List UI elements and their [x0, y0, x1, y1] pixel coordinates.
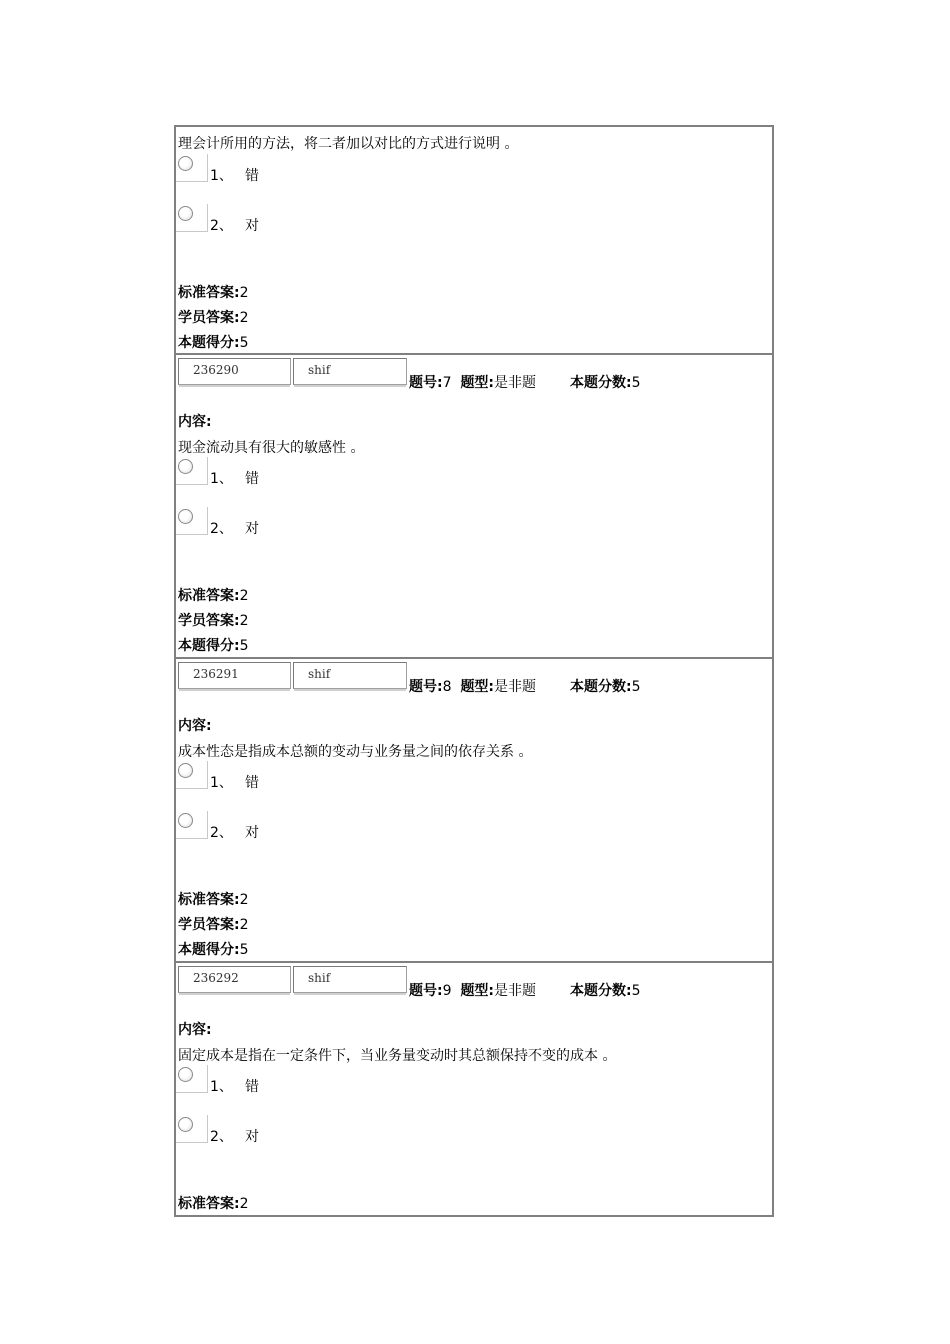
student-answer: 学员答案:2	[178, 917, 249, 933]
question-score-earned: 本题得分:5	[178, 942, 249, 958]
option-label: 错	[245, 168, 259, 184]
option-number: 1、	[210, 775, 233, 791]
question-block-9	[176, 963, 772, 1215]
question-id-field: 236292	[178, 966, 291, 993]
question-code-field: shif	[293, 662, 407, 689]
option-number: 1、	[210, 1079, 233, 1095]
option-number: 2、	[210, 825, 233, 841]
option-label: 错	[245, 775, 259, 791]
question-id-field: 236291	[178, 662, 291, 689]
content-label: 内容:	[178, 718, 212, 734]
option-label: 错	[245, 1079, 259, 1095]
option-2-radio[interactable]	[176, 1115, 208, 1143]
option-1-radio[interactable]	[176, 457, 208, 485]
question-header: 题号:8 题型:是非题 本题分数:5	[409, 679, 641, 695]
question-content: 现金流动具有很大的敏感性 。	[178, 440, 365, 456]
question-code-field: shif	[293, 358, 407, 385]
question-score-earned: 本题得分:5	[178, 638, 249, 654]
question-block-8	[176, 659, 772, 963]
question-content: 固定成本是指在一定条件下，当业务量变动时其总额保持不变的成本 。	[178, 1048, 617, 1064]
option-number: 1、	[210, 168, 233, 184]
option-label: 对	[245, 521, 259, 537]
question-block-7	[176, 355, 772, 659]
option-2-radio[interactable]	[176, 507, 208, 535]
radio-icon[interactable]	[178, 763, 193, 778]
exam-frame	[174, 125, 774, 1217]
option-number: 2、	[210, 521, 233, 537]
content-label: 内容:	[178, 1022, 212, 1038]
standard-answer: 标准答案:2	[178, 892, 249, 908]
option-1-radio[interactable]	[176, 761, 208, 789]
standard-answer: 标准答案:2	[178, 285, 249, 301]
option-number: 1、	[210, 471, 233, 487]
question-content: 成本性态是指成本总额的变动与业务量之间的依存关系 。	[178, 744, 533, 760]
question-id-field: 236290	[178, 358, 291, 385]
radio-icon[interactable]	[178, 813, 193, 828]
student-answer: 学员答案:2	[178, 613, 249, 629]
option-number: 2、	[210, 218, 233, 234]
option-label: 对	[245, 825, 259, 841]
option-label: 对	[245, 218, 259, 234]
radio-icon[interactable]	[178, 1067, 193, 1082]
option-label: 对	[245, 1129, 259, 1145]
option-2-radio[interactable]	[176, 204, 208, 232]
question-content: 理会计所用的方法，将二者加以对比的方式进行说明 。	[178, 136, 519, 152]
student-answer: 学员答案:2	[178, 310, 249, 326]
question-code-field: shif	[293, 966, 407, 993]
standard-answer: 标准答案:2	[178, 1196, 249, 1212]
option-2-radio[interactable]	[176, 811, 208, 839]
option-number: 2、	[210, 1129, 233, 1145]
question-header: 题号:9 题型:是非题 本题分数:5	[409, 983, 641, 999]
radio-icon[interactable]	[178, 206, 193, 221]
standard-answer: 标准答案:2	[178, 588, 249, 604]
radio-icon[interactable]	[178, 1117, 193, 1132]
option-1-radio[interactable]	[176, 1065, 208, 1093]
question-header: 题号:7 题型:是非题 本题分数:5	[409, 375, 641, 391]
radio-icon[interactable]	[178, 459, 193, 474]
question-score-earned: 本题得分:5	[178, 335, 249, 351]
question-block-6	[176, 127, 772, 355]
option-1-radio[interactable]	[176, 154, 208, 182]
radio-icon[interactable]	[178, 156, 193, 171]
option-label: 错	[245, 471, 259, 487]
content-label: 内容:	[178, 414, 212, 430]
radio-icon[interactable]	[178, 509, 193, 524]
